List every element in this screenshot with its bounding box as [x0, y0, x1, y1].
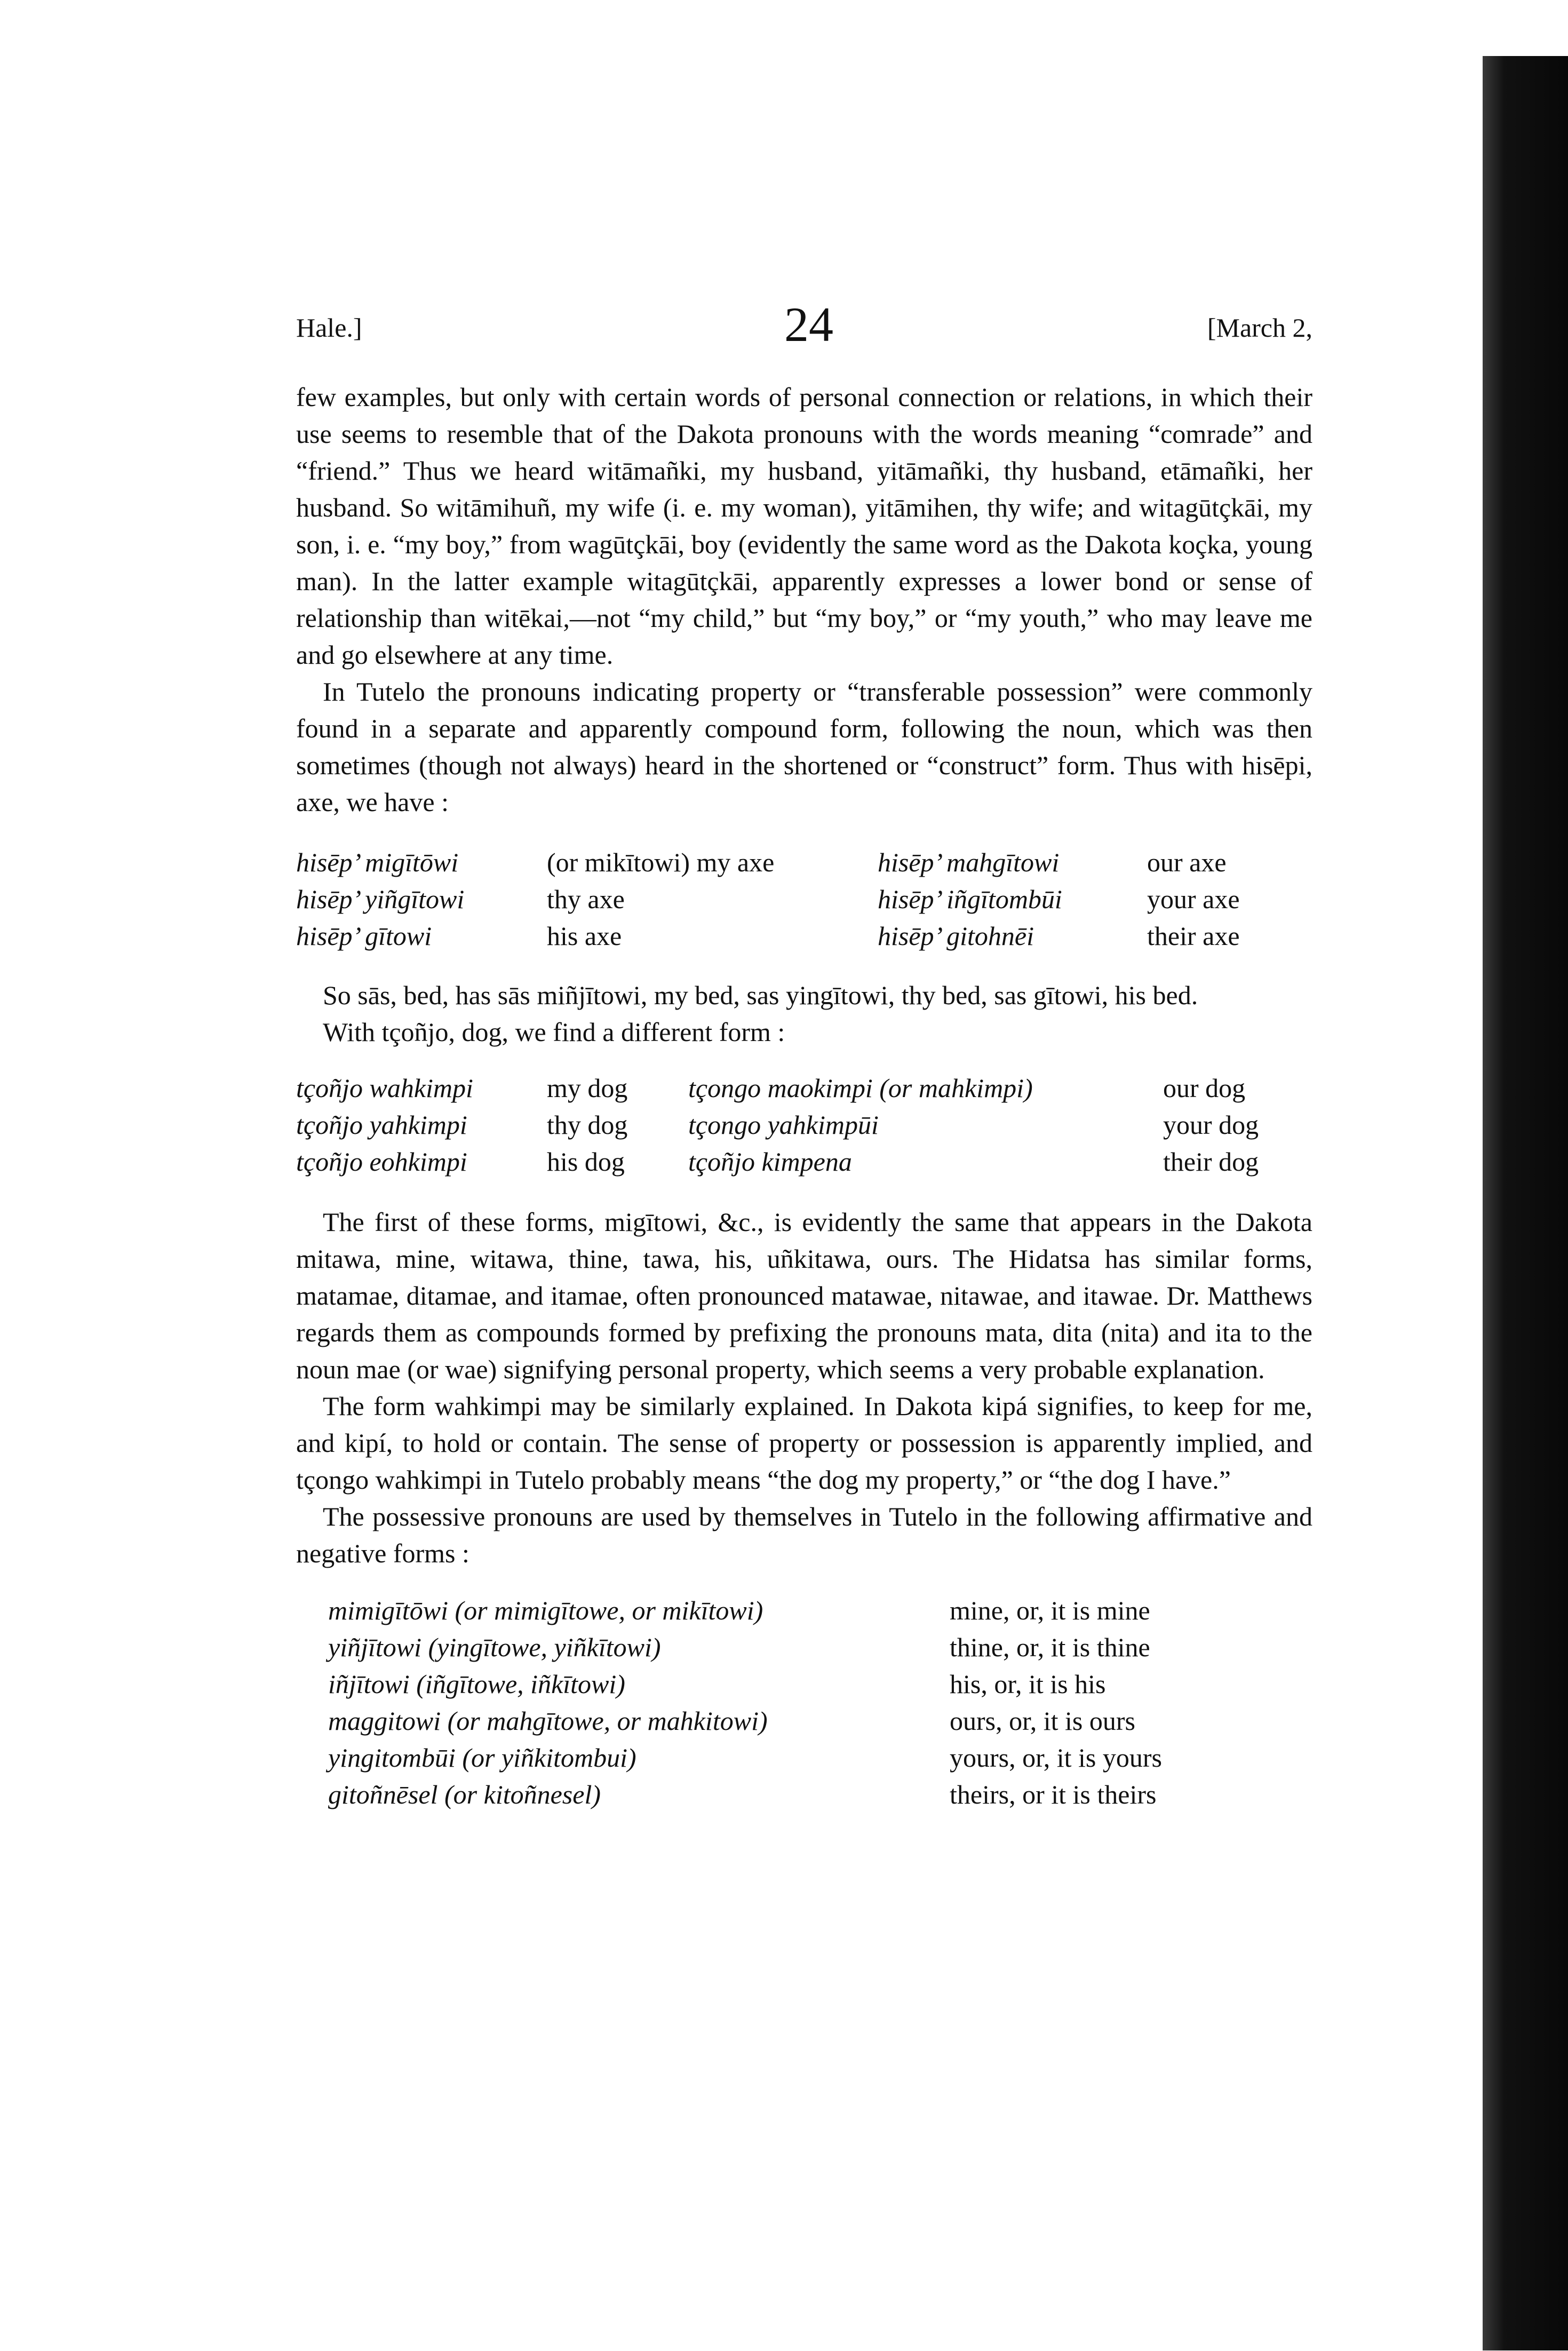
table-cell: thine, or, it is thine [950, 1632, 1150, 1662]
page-header [296, 296, 1312, 355]
table-cell: tçoñjo wahkimpi [296, 1073, 473, 1103]
table-cell: tçoñjo kimpena [688, 1147, 852, 1177]
dark-page-edge [1483, 56, 1568, 2350]
table-cell: maggitowi (or mahgītowe, or mahkitowi) [328, 1706, 768, 1736]
table-cell: thy axe [547, 884, 625, 914]
table-cell: hisēp’ iñgītombūi [878, 884, 1062, 914]
table-row [296, 881, 1312, 918]
table-cell: tçongo maokimpi (or mahkimpi) [688, 1073, 1033, 1103]
table-cell: yingitombūi (or yiñkitombui) [328, 1743, 636, 1773]
table-cell: mimigītōwi (or mimigītowe, or mikītowi) [328, 1595, 763, 1625]
table-row [296, 1143, 1312, 1180]
table-row [328, 1592, 1344, 1629]
table-cell: your dog [1163, 1110, 1259, 1140]
table-row [296, 918, 1312, 955]
table-cell: their dog [1163, 1147, 1259, 1177]
table-row [328, 1703, 1344, 1740]
table-cell: his dog [547, 1147, 625, 1177]
table-cell: ours, or, it is ours [950, 1706, 1135, 1736]
table-cell: his axe [547, 921, 622, 951]
table-cell: his, or, it is his [950, 1669, 1106, 1699]
table-cell: tçoñjo eohkimpi [296, 1147, 467, 1177]
table-cell: hisēp’ gītowi [296, 921, 432, 951]
table-row [328, 1776, 1344, 1813]
possessive-pronoun-table [328, 1592, 1344, 1813]
table-cell: tçoñjo yahkimpi [296, 1110, 467, 1140]
table-row [296, 1070, 1312, 1107]
paragraph-dog-intro: With tçoñjo, dog, we find a different form : [323, 1017, 785, 1047]
table-cell: (or mikītowi) my axe [547, 847, 775, 877]
axe-paradigm-table [296, 844, 1312, 955]
table-row [296, 1107, 1312, 1143]
table-cell: hisēp’ gitohnēi [878, 921, 1034, 951]
table-cell: mine, or, it is mine [950, 1595, 1150, 1625]
table-cell: thy dog [547, 1110, 628, 1140]
table-row [328, 1740, 1344, 1776]
paragraph-bed: So sās, bed, has sās miñjītowi, my bed, sas yingītowi, thy bed, sas gītowi, his bed. [323, 980, 1198, 1010]
dog-paradigm-table [296, 1070, 1312, 1180]
table-cell: hisēp’ mahgītowi [878, 847, 1060, 877]
paragraph-possessive-intro: The possessive pronouns are used by themselves in Tutelo in the following affirmative and negative forms : [296, 1502, 1312, 1568]
table-cell: tçongo yahkimpūi [688, 1110, 879, 1140]
table-cell: gitoñnēsel (or kitoñnesel) [328, 1780, 601, 1809]
running-head-author: Hale.] [296, 313, 362, 343]
paragraph-wahkimpi: The form wahkimpi may be similarly explained. In Dakota kipá signifies, to keep for me, and kipí, to hold or contain. The sense of property or possession is apparently implied, and tçongo wahkimpi in Tutelo probably means “the dog my property,” or “the dog I have.” [296, 1391, 1312, 1495]
running-head-date: [March 2, [1207, 313, 1312, 343]
paragraph-continued: few examples, but only with certain words of personal connection or relations, in which their use seems to resemble that of the Dakota pronouns with the words meaning “comrade” and “friend.” Thus we heard witāmañki, my husband, yitāmañki, thy husband, etāmañki, her husband. So witāmihuñ, my wife (i. e. my woman), yitāmihen, thy wife; and witagūtçkāi, my son, i. e. “my boy,” from wagūtçkāi, boy (evidently the same word as the Dakota koçka, young man). In the latter example witagūtçkāi, apparently expresses a lower bond or sense of relationship than witēkai,—not “my child,” but “my boy,” or “my youth,” who may leave me and go elsewhere at any time. [296, 382, 1312, 670]
table-cell: your axe [1147, 884, 1240, 914]
table-cell: their axe [1147, 921, 1240, 951]
table-cell: our axe [1147, 847, 1227, 877]
table-cell: yiñjītowi (yingītowe, yiñkītowi) [328, 1632, 661, 1662]
table-cell: my dog [547, 1073, 628, 1103]
table-cell: our dog [1163, 1073, 1246, 1103]
paragraph-possession: In Tutelo the pronouns indicating property or “transferable possession” were commonly found in a separate and apparently compound form, following the noun, which was then sometimes (though not always) heard in the shortened or “construct” form. Thus with hisēpi, axe, we have : [296, 677, 1312, 817]
table-row [296, 844, 1312, 881]
table-cell: hisēp’ yiñgītowi [296, 884, 465, 914]
page-number: 24 [784, 297, 833, 352]
table-cell: theirs, or it is theirs [950, 1780, 1157, 1809]
table-row [328, 1666, 1344, 1703]
table-cell: hisēp’ migītōwi [296, 847, 459, 877]
table-cell: iñjītowi (iñgītowe, iñkītowi) [328, 1669, 625, 1699]
table-row [328, 1629, 1344, 1666]
table-cell: yours, or, it is yours [950, 1743, 1162, 1773]
page-body [296, 379, 1312, 1813]
paragraph-first-forms: The first of these forms, migītowi, &c., is evidently the same that appears in the Dakota mitawa, mine, witawa, thine, tawa, his, uñkitawa, ours. The Hidatsa has similar forms, matamae, ditamae, and itamae, often pronounced matawae, nitawae, and itawae. Dr. Matthews regards them as compounds formed by prefixing the pronouns mata, dita (nita) and ita to the noun mae (or wae) signifying personal property, which seems a very probable explanation. [296, 1207, 1312, 1384]
